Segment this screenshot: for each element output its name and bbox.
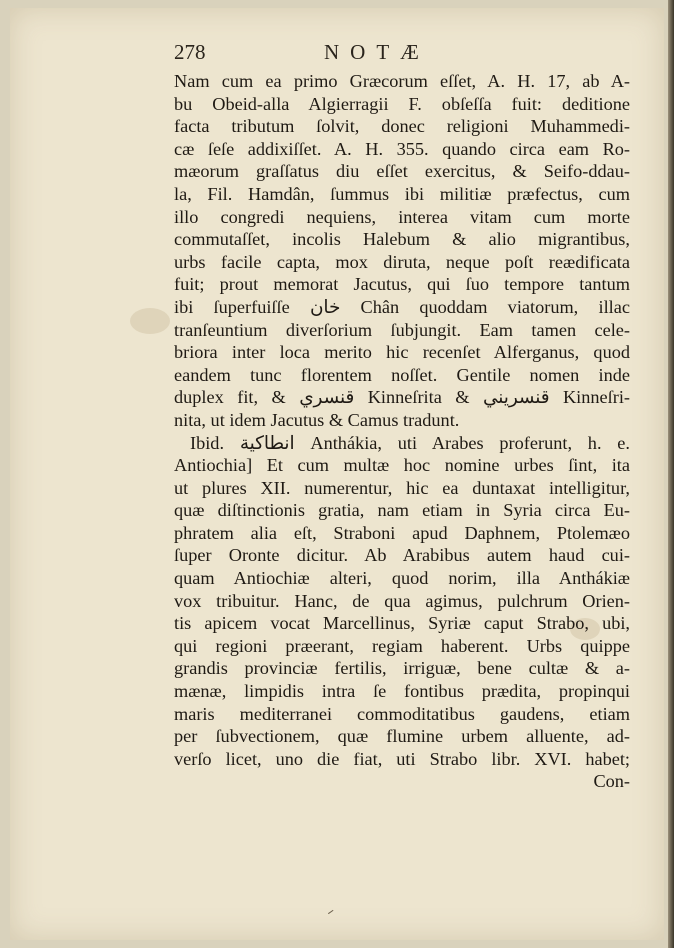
- text-line: Ibid. انطاكية Anthákia, uti Arabes proferunt, h. e.: [190, 432, 630, 453]
- page-header: [174, 40, 634, 70]
- text-line: verſo licet, uno die fiat, uti Strabo libr. XVI. habet;: [174, 748, 630, 769]
- page-edge-shadow: [668, 0, 674, 948]
- text-line: la, Fil. Hamdân, ſummus ibi militiæ præfectus, cum: [174, 183, 630, 204]
- text-line: cæ ſeſe addixiſſet. A. H. 355. quando circa eam Ro-: [174, 138, 630, 159]
- text-line: bu Obeid-alla Algierragii F. obſeſſa fuit: deditione: [174, 93, 630, 114]
- text-line: nita, ut idem Jacutus & Camus tradunt.: [174, 409, 460, 430]
- text-line: eandem tunc florentem noſſet. Gentile nomen inde: [174, 364, 630, 385]
- text-line: quam Antiochiæ alteri, quod norim, illa Anthákiæ: [174, 568, 630, 589]
- text-line: Antiochia] Et cum multæ hoc nomine urbes ſint, ita: [174, 455, 630, 476]
- text-line: quæ diſtinctionis gratia, nam etiam in Syria circa Eu-: [174, 500, 630, 521]
- text-line: facta tributum ſolvit, donec religioni Muhammedi-: [174, 116, 630, 137]
- text-line: commutaſſet, incolis Halebum & alio migrantibus,: [174, 229, 630, 250]
- text-line: briora inter loca merito hic recenſet Alferganus, quod: [174, 342, 630, 363]
- text-line: mæorum graſſatus diu eſſet exercitus, & Seifo-ddau-: [174, 161, 630, 182]
- running-head: NOTÆ: [324, 40, 430, 64]
- text-line: maris mediterranei commoditatibus gaudens, etiam: [174, 703, 630, 724]
- page-number: 278: [174, 40, 206, 64]
- text-line: tranſeuntium diverſorium ſubjungit. Eam tamen cele-: [174, 319, 630, 340]
- text-line: qui regioni præerant, regiam haberent. Urbs quippe: [174, 635, 630, 656]
- text-line: mænæ, limpidis intra ſe fontibus prædita, propinqui: [174, 681, 630, 702]
- text-line: grandis provinciæ fertilis, irriguæ, bene cultæ & a-: [174, 658, 630, 679]
- text-line: ibi ſuperfuiſſe خان Chân quoddam viatorum, illac: [174, 296, 630, 317]
- text-line: duplex fit, & قنسري Kinneſrita & قنسريني Kinneſri-: [174, 387, 630, 408]
- catchword: Con-: [593, 771, 630, 792]
- text-line: phratem alia eſt, Straboni apud Daphnem, Ptolemæo: [174, 522, 630, 543]
- text-line: vox tribuitur. Hanc, de qua agimus, pulchrum Orien-: [174, 590, 630, 611]
- text-line: fuit; prout memorat Jacutus, qui ſuo tempore tantum: [174, 274, 630, 295]
- text-line: Nam cum ea primo Græcorum eſſet, A. H. 17, ab A-: [174, 71, 630, 91]
- text-line: tis apicem vocat Marcellinus, Syriæ caput Strabo, ubi,: [174, 613, 630, 634]
- body-text: [174, 70, 630, 793]
- text-line: illo congredi nequiens, interea vitam cum morte: [174, 206, 630, 227]
- paper-stain: [130, 308, 170, 334]
- text-line: per ſubvectionem, quæ flumine urbem alluente, ad-: [174, 726, 630, 747]
- text-line: urbs facile capta, mox diruta, neque poſt reædificata: [174, 251, 630, 272]
- text-line: ut plures XII. numerentur, hic ea duntaxat intelligitur,: [174, 477, 630, 498]
- text-line: ſuper Oronte dicitur. Ab Arabibus autem haud cui-: [174, 545, 630, 566]
